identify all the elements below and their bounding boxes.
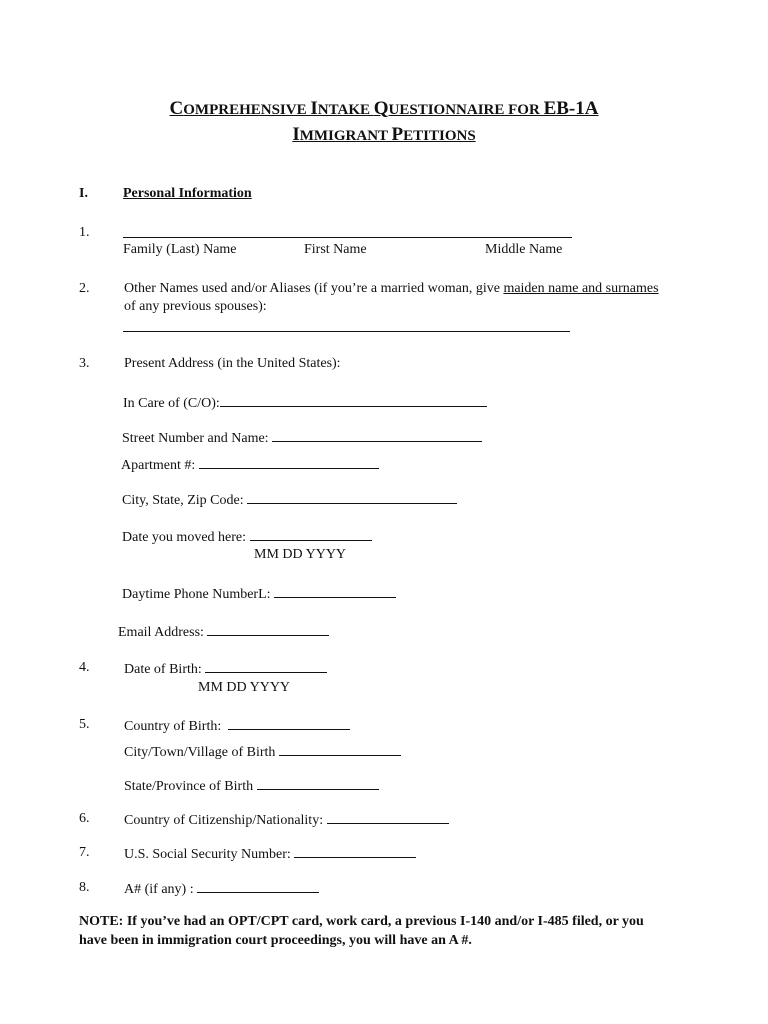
- title-run: P: [391, 124, 404, 145]
- title-run: I: [310, 98, 318, 119]
- a-number-label: A# (if any) :: [124, 882, 194, 897]
- form-title-line-1: [0, 98, 768, 120]
- other-names-input-line[interactable]: [123, 331, 570, 332]
- q7-number: 7.: [79, 845, 90, 860]
- city-of-birth-label: City/Town/Village of Birth: [124, 745, 276, 760]
- street-label: Street Number and Name:: [122, 431, 269, 446]
- date-moved-format: MM DD YYYY: [254, 547, 347, 562]
- care-of-row: [123, 394, 487, 412]
- other-names-label-cont: of any previous spouses):: [124, 299, 267, 314]
- ssn-field[interactable]: [294, 845, 416, 858]
- middle-name-label: Middle Name: [485, 242, 563, 257]
- country-of-birth-row: [124, 717, 350, 735]
- date-moved-field[interactable]: [250, 528, 372, 541]
- section-heading: Personal Information: [123, 186, 252, 201]
- title-run: MMIGRANT: [299, 128, 392, 144]
- dob-row: [124, 660, 327, 678]
- maiden-name-underlined: maiden name and surnames: [503, 281, 659, 296]
- q4-number: 4.: [79, 660, 90, 675]
- care-of-field[interactable]: [220, 394, 487, 407]
- section-number: I.: [79, 186, 88, 201]
- present-address-label: Present Address (in the United States):: [124, 356, 341, 371]
- a-number-field[interactable]: [197, 880, 319, 893]
- title-run: ETITIONS: [403, 128, 476, 144]
- other-names-text: Other Names used and/or Aliases (if you’re a married woman, give: [124, 281, 504, 296]
- street-row: [122, 429, 482, 447]
- state-of-birth-row: [124, 777, 379, 795]
- dob-label: Date of Birth:: [124, 662, 202, 677]
- state-of-birth-field[interactable]: [257, 777, 379, 790]
- q6-number: 6.: [79, 811, 90, 826]
- street-field[interactable]: [272, 429, 482, 442]
- ssn-row: [124, 845, 416, 863]
- care-of-label: In Care of (C/O):: [123, 396, 220, 411]
- apartment-label: Apartment #:: [121, 458, 196, 473]
- country-of-birth-label: Country of Birth:: [124, 719, 222, 734]
- family-name-label: Family (Last) Name: [123, 242, 237, 257]
- state-of-birth-label: State/Province of Birth: [124, 779, 254, 794]
- city-state-zip-row: [122, 491, 457, 509]
- date-moved-row: [122, 528, 372, 546]
- form-title-line-2: [0, 124, 768, 146]
- dob-field[interactable]: [205, 660, 327, 673]
- ssn-label: U.S. Social Security Number:: [124, 847, 291, 862]
- q8-number: 8.: [79, 880, 90, 895]
- date-moved-label: Date you moved here:: [122, 530, 247, 545]
- q3-number: 3.: [79, 356, 90, 371]
- name-input-line[interactable]: [123, 237, 572, 238]
- phone-label: Daytime Phone NumberL:: [122, 587, 271, 602]
- a-number-row: [124, 880, 319, 898]
- title-run: UESTIONNAIRE FOR: [388, 102, 544, 118]
- citizenship-row: [124, 811, 449, 829]
- title-run: I: [292, 124, 300, 145]
- citizenship-label: Country of Citizenship/Nationality:: [124, 813, 324, 828]
- note-line-1: NOTE: If you’ve had an OPT/CPT card, work card, a previous I-140 and/or I-485 filed, or you: [79, 914, 644, 929]
- title-run: NTAKE: [317, 102, 374, 118]
- title-run: Q: [373, 98, 389, 119]
- city-of-birth-row: [124, 743, 401, 761]
- phone-field[interactable]: [274, 585, 396, 598]
- email-row: [118, 623, 329, 641]
- citizenship-field[interactable]: [327, 811, 449, 824]
- city-of-birth-field[interactable]: [279, 743, 401, 756]
- apartment-row: [121, 456, 379, 474]
- title-run: OMPREHENSIVE: [183, 102, 311, 118]
- q1-number: 1.: [79, 225, 90, 240]
- country-of-birth-field[interactable]: [228, 717, 350, 730]
- apartment-field[interactable]: [199, 456, 379, 469]
- dob-format: MM DD YYYY: [198, 680, 291, 695]
- other-names-label: [124, 281, 659, 297]
- q2-number: 2.: [79, 281, 90, 296]
- title-run: EB-1A: [543, 98, 599, 119]
- note-line-2: have been in immigration court proceedings, you will have an A #.: [79, 933, 472, 948]
- city-state-zip-field[interactable]: [247, 491, 457, 504]
- q5-number: 5.: [79, 717, 90, 732]
- city-state-zip-label: City, State, Zip Code:: [122, 493, 244, 508]
- first-name-label: First Name: [304, 242, 367, 257]
- email-field[interactable]: [207, 623, 329, 636]
- email-label: Email Address:: [118, 625, 204, 640]
- title-run: C: [169, 98, 184, 119]
- phone-row: [122, 585, 396, 603]
